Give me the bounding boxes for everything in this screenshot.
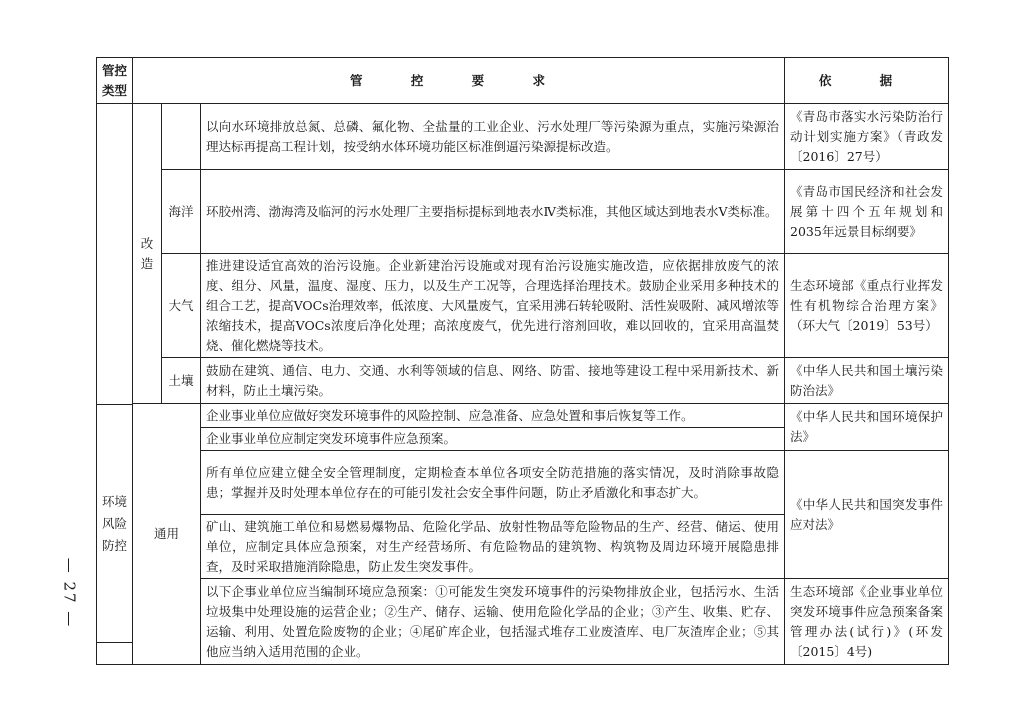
sub-category-general: 通用 [133,404,201,665]
sub-category-cell [162,104,201,170]
requirement-risk-3: 所有单位应建立健全安全管理制度，定期检查本单位各项安全防范措施的落实情况，及时消除事故隐患；掌握并及时处理本单位存在的可能引发社会安全事件问题，防止矛盾激化和事态扩大。 [201,451,785,515]
requirement-risk-5: 以下企事业单位应当编制环境应急预案：①可能发生突发环境事件的污染物排放企业，包括污水、生活垃圾集中处理设施的运营企业；②生产、储存、运输、使用危险化学品的企业；③产生、收集、贮存、运输、利用、处置危险废物的企业；④尾矿库企业，包括湿式堆存工业废渣库、电厂灰渣库企业；⑤其他应当纳入适用范围的企业。 [201,579,785,665]
table-row [97,579,949,665]
category-gaizao: 改造 [133,104,162,404]
category-risk-label: 环境风险防控 [101,493,127,553]
header-row [97,58,949,104]
category-label-overlay [96,404,133,643]
page-number-text: — 27 — [60,557,78,629]
table-row [97,451,949,515]
sub-category-ocean: 海洋 [162,170,201,254]
requirement-air: 推进建设适宜高效的治污设施。企业新建治污设施或对现有治污设施实施改造，应依据排放废气的浓度、组分、风量，温度、湿度、压力，以及生产工况等，合理选择治理技术。鼓励企业采用多种技术的组合工艺，提高VOCs治理效率，低浓度、大风量废气，宜采用沸石转轮吸附、活性炭吸附、减风增浓等浓缩技术，提高VOCs浓度后净化处理；高浓度废气，优先进行溶剂回收，难以回收的，宜采用高温焚烧、催化燃烧等技术。 [201,254,785,358]
header-basis: 依 据 [785,58,949,104]
requirement-risk-2: 企业事业单位应制定突发环境事件应急预案。 [201,428,785,451]
table-row [97,358,949,404]
header-type: 管控类型 [97,58,133,104]
basis-emergency-plan-rules: 生态环境部《企业事业单位突发环境事件应急预案备案管理办法(试行)》(环发〔2015〕4号) [785,579,949,665]
basis-ocean: 《青岛市国民经济和社会发展第十四个五年规划和2035年远景目标纲要》 [785,170,949,254]
basis-air: 生态环境部《重点行业挥发性有机物综合治理方案》（环大气〔2019〕53号） [785,254,949,358]
table-row [97,254,949,358]
basis-water: 《青岛市落实水污染防治行动计划实施方案》（青政发〔2016〕27号） [785,104,949,170]
sub-category-air: 大气 [162,254,201,358]
requirement-water: 以向水环境排放总氮、总磷、氟化物、全盐量的工业企业、污水处理厂等污染源为重点，实施污染源治理达标再提高工程计划，按受纳水体环境功能区标准倒逼污染源提标改造。 [201,104,785,170]
regulation-table [96,57,949,665]
sub-category-soil: 土壤 [162,358,201,404]
requirement-soil: 鼓励在建筑、通信、电力、交通、水利等领域的信息、网络、防雷、接地等建设工程中采用新技术、新材料，防止土壤污染。 [201,358,785,404]
requirement-risk-1: 企业事业单位应做好突发环境事件的风险控制、应急准备、应急处置和事后恢复等工作。 [201,404,785,428]
page-number [54,548,84,638]
header-requirements: 管 控 要 求 [133,58,785,104]
basis-emergency-law: 《中华人民共和国突发事件应对法》 [785,451,949,579]
basis-soil: 《中华人民共和国土壤污染防治法》 [785,358,949,404]
table-row [97,404,949,428]
requirement-ocean: 环胶州湾、渤海湾及临河的污水处理厂主要指标提标到地表水Ⅳ类标准，其他区域达到地表水Ⅴ类标准。 [201,170,785,254]
requirement-risk-4: 矿山、建筑施工单位和易燃易爆物品、危险化学品、放射性物品等危险物品的生产、经营、储运、使用单位，应制定具体应急预案，对生产经营场所、有危险物品的建筑物、构筑物及周边环境开展隐患排查，及时采取措施消除隐患，防止发生突发事件。 [201,515,785,579]
basis-env-protection-law: 《中华人民共和国环境保护法》 [785,404,949,451]
table-row [97,170,949,254]
table-row [97,104,949,170]
